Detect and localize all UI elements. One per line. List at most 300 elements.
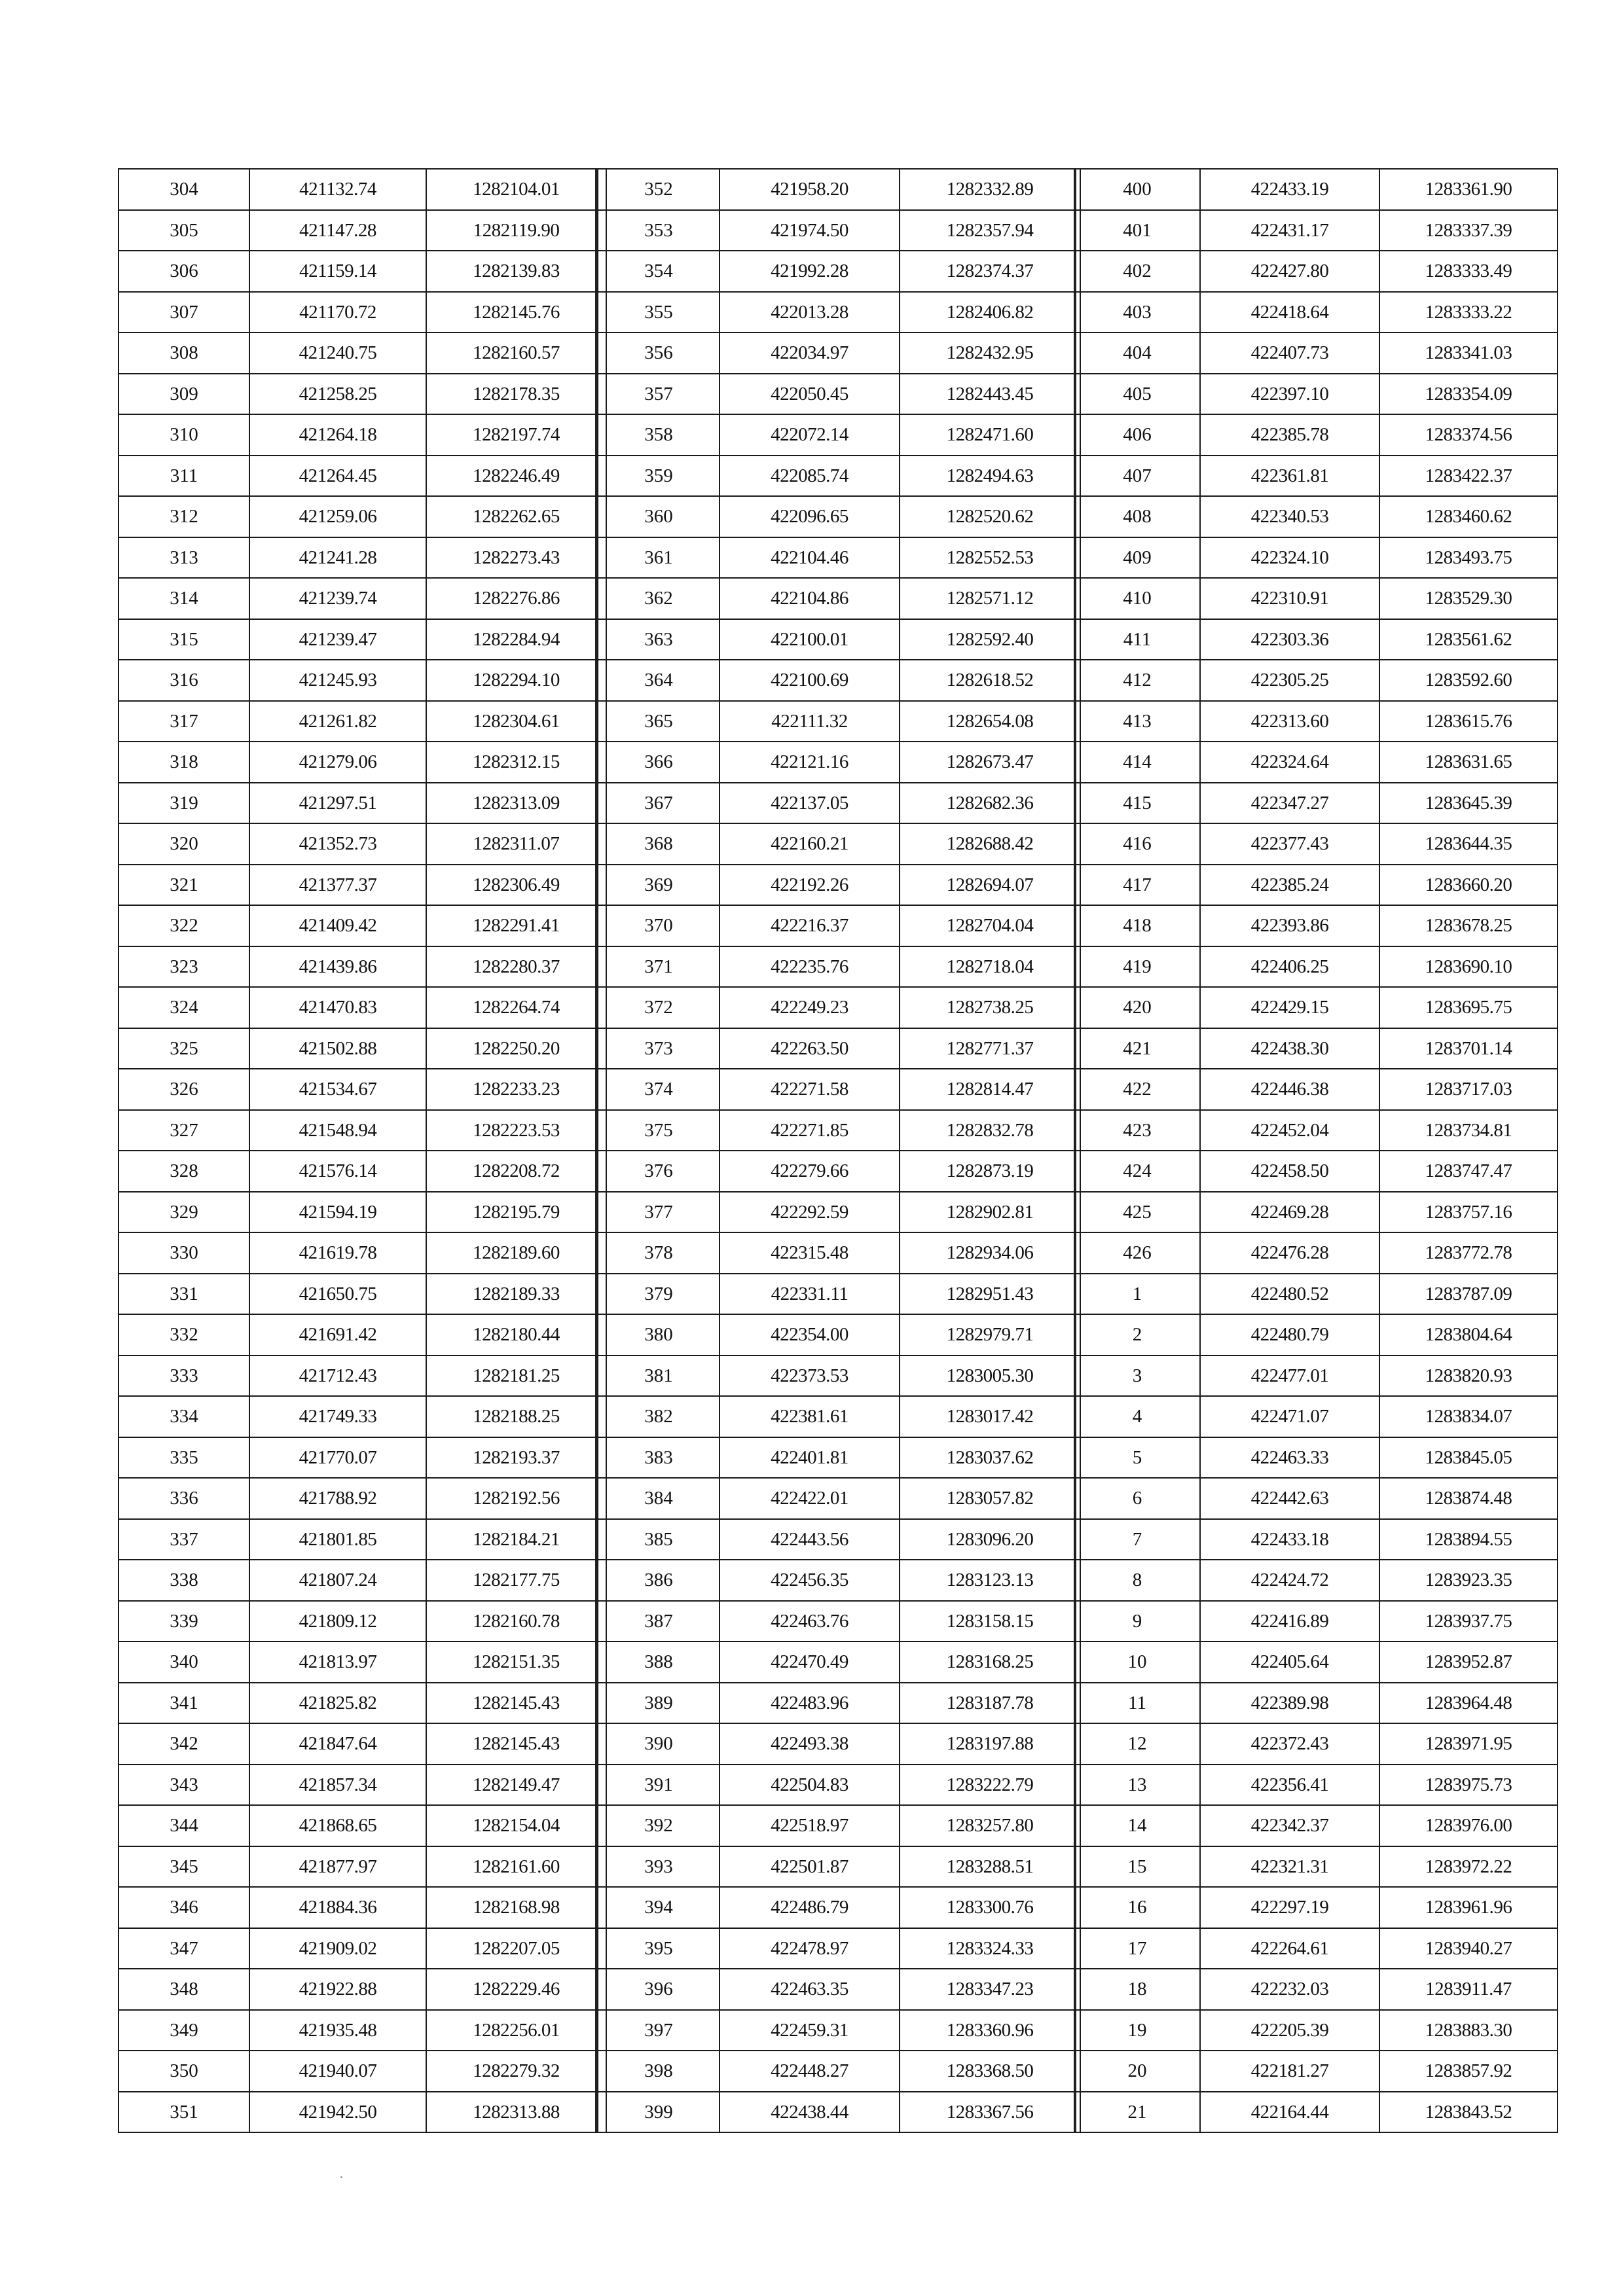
y-coordinate-cell: 1283883.30 [1379,2010,1558,2051]
table-row [1074,1683,1558,1724]
table-row [1074,537,1558,579]
x-coordinate-cell: 421877.97 [249,1846,426,1888]
table-row [119,1723,606,1765]
table-row [598,1928,1080,1969]
y-coordinate-cell: 1283923.35 [1379,1560,1558,1601]
x-coordinate-cell: 422303.36 [1200,619,1379,660]
x-coordinate-cell: 422324.10 [1200,537,1379,579]
y-coordinate-cell: 1283660.20 [1379,865,1558,906]
x-coordinate-cell: 422100.01 [720,619,900,660]
point-number-cell: 20 [1074,2051,1200,2092]
x-coordinate-cell: 422137.05 [720,783,900,824]
x-coordinate-cell: 422480.52 [1200,1274,1379,1315]
y-coordinate-cell: 1283701.14 [1379,1028,1558,1069]
x-coordinate-cell: 422340.53 [1200,496,1379,537]
y-coordinate-cell: 1283354.09 [1379,374,1558,415]
y-coordinate-cell: 1282682.36 [900,783,1080,824]
x-coordinate-cell: 422121.16 [720,742,900,783]
table-row [598,1314,1080,1355]
x-coordinate-cell: 421240.75 [249,332,426,374]
point-number-cell: 14 [1074,1805,1200,1846]
table-row [119,946,606,988]
y-coordinate-cell: 1282374.37 [900,251,1080,292]
table-row [119,1028,606,1069]
y-coordinate-cell: 1283787.09 [1379,1274,1558,1315]
table-row [598,414,1080,456]
table-row [598,946,1080,988]
point-number-cell: 6 [1074,1478,1200,1519]
x-coordinate-cell: 422381.61 [720,1396,900,1437]
x-coordinate-cell: 421241.28 [249,537,426,579]
point-number-cell: 328 [119,1151,249,1192]
point-number-cell: 387 [598,1601,720,1642]
y-coordinate-cell: 1283976.00 [1379,1805,1558,1846]
y-coordinate-cell: 1282294.10 [426,660,606,701]
x-coordinate-cell: 422389.98 [1200,1683,1379,1724]
table-row [119,1928,606,1969]
x-coordinate-cell: 421825.82 [249,1683,426,1724]
point-number-cell: 21 [1074,2092,1200,2133]
y-coordinate-cell: 1283695.75 [1379,987,1558,1028]
y-coordinate-cell: 1282184.21 [426,1519,606,1560]
table-row [598,1028,1080,1069]
x-coordinate-cell: 422271.58 [720,1069,900,1110]
x-coordinate-cell: 421352.73 [249,823,426,865]
x-coordinate-cell: 421868.65 [249,1805,426,1846]
point-number-cell: 395 [598,1928,720,1969]
table-row [119,1765,606,1806]
point-number-cell: 406 [1074,414,1200,456]
table-row [119,2051,606,2092]
y-coordinate-cell: 1282276.86 [426,578,606,619]
table-row [119,1683,606,1724]
y-coordinate-cell: 1283096.20 [900,1519,1080,1560]
point-number-cell: 338 [119,1560,249,1601]
table-row [598,905,1080,946]
point-number-cell: 381 [598,1355,720,1397]
table-row [598,1641,1080,1683]
x-coordinate-cell: 422483.96 [720,1683,900,1724]
x-coordinate-cell: 421650.75 [249,1274,426,1315]
x-coordinate-cell: 421788.92 [249,1478,426,1519]
point-number-cell: 337 [119,1519,249,1560]
y-coordinate-cell: 1283493.75 [1379,537,1558,579]
x-coordinate-cell: 422446.38 [1200,1069,1379,1110]
table-row [598,169,1080,210]
x-coordinate-cell: 422271.85 [720,1110,900,1151]
point-number-cell: 2 [1074,1314,1200,1355]
table-row [598,1069,1080,1110]
x-coordinate-cell: 421691.42 [249,1314,426,1355]
point-number-cell: 330 [119,1232,249,1274]
point-number-cell: 326 [119,1069,249,1110]
table-row [1074,1110,1558,1151]
table-row [598,1396,1080,1437]
table-row [1074,742,1558,783]
x-coordinate-cell: 422377.43 [1200,823,1379,865]
x-coordinate-cell: 422342.37 [1200,1805,1379,1846]
table-row [1074,1641,1558,1683]
x-coordinate-cell: 422232.03 [1200,1969,1379,2010]
x-coordinate-cell: 422405.64 [1200,1641,1379,1683]
x-coordinate-cell: 421502.88 [249,1028,426,1069]
table-row [1074,332,1558,374]
x-coordinate-cell: 422401.81 [720,1437,900,1479]
table-row [119,537,606,579]
x-coordinate-cell: 422433.18 [1200,1519,1379,1560]
y-coordinate-cell: 1282161.60 [426,1846,606,1888]
x-coordinate-cell: 422181.27 [1200,2051,1379,2092]
table-row [598,1683,1080,1724]
table-row [119,414,606,456]
point-number-cell: 412 [1074,660,1200,701]
point-number-cell: 369 [598,865,720,906]
point-number-cell: 332 [119,1314,249,1355]
x-coordinate-cell: 422397.10 [1200,374,1379,415]
table-row [119,987,606,1028]
point-number-cell: 367 [598,783,720,824]
x-coordinate-cell: 422501.87 [720,1846,900,1888]
x-coordinate-cell: 421847.64 [249,1723,426,1765]
y-coordinate-cell: 1282571.12 [900,578,1080,619]
point-number-cell: 379 [598,1274,720,1315]
y-coordinate-cell: 1283288.51 [900,1846,1080,1888]
table-row [1074,1478,1558,1519]
point-number-cell: 3 [1074,1355,1200,1397]
table-row [598,619,1080,660]
point-number-cell: 4 [1074,1396,1200,1437]
table-row [1074,1723,1558,1765]
table-row [1074,660,1558,701]
point-number-cell: 324 [119,987,249,1028]
x-coordinate-cell: 422205.39 [1200,2010,1379,2051]
point-number-cell: 364 [598,660,720,701]
y-coordinate-cell: 1282145.43 [426,1683,606,1724]
point-number-cell: 413 [1074,701,1200,742]
y-coordinate-cell: 1283845.05 [1379,1437,1558,1479]
point-number-cell: 393 [598,1846,720,1888]
y-coordinate-cell: 1282181.25 [426,1355,606,1397]
table-row [1074,1396,1558,1437]
y-coordinate-cell: 1283615.76 [1379,701,1558,742]
x-coordinate-cell: 422372.43 [1200,1723,1379,1765]
point-number-cell: 341 [119,1683,249,1724]
table-row [1074,1928,1558,1969]
point-number-cell: 311 [119,456,249,497]
point-number-cell: 417 [1074,865,1200,906]
point-number-cell: 313 [119,537,249,579]
table-row [598,742,1080,783]
point-number-cell: 348 [119,1969,249,2010]
table-row [598,537,1080,579]
x-coordinate-cell: 421712.43 [249,1355,426,1397]
x-coordinate-cell: 421619.78 [249,1232,426,1274]
table-row [1074,414,1558,456]
table-row [119,905,606,946]
y-coordinate-cell: 1283367.56 [900,2092,1080,2133]
x-coordinate-cell: 421297.51 [249,783,426,824]
point-number-cell: 421 [1074,1028,1200,1069]
x-coordinate-cell: 421857.34 [249,1765,426,1806]
x-coordinate-cell: 422373.53 [720,1355,900,1397]
y-coordinate-cell: 1282246.49 [426,456,606,497]
point-number-cell: 340 [119,1641,249,1683]
x-coordinate-cell: 422249.23 [720,987,900,1028]
y-coordinate-cell: 1282256.01 [426,2010,606,2051]
point-number-cell: 424 [1074,1151,1200,1192]
x-coordinate-cell: 421259.06 [249,496,426,537]
y-coordinate-cell: 1282145.43 [426,1723,606,1765]
table-row [598,1765,1080,1806]
x-coordinate-cell: 422104.46 [720,537,900,579]
x-coordinate-cell: 422192.26 [720,865,900,906]
point-number-cell: 362 [598,578,720,619]
point-number-cell: 365 [598,701,720,742]
point-number-cell: 7 [1074,1519,1200,1560]
point-number-cell: 360 [598,496,720,537]
x-coordinate-cell: 421245.93 [249,660,426,701]
y-coordinate-cell: 1282304.61 [426,701,606,742]
table-row [1074,1232,1558,1274]
point-number-cell: 349 [119,2010,249,2051]
x-coordinate-cell: 422111.32 [720,701,900,742]
point-number-cell: 351 [119,2092,249,2133]
y-coordinate-cell: 1283964.48 [1379,1683,1558,1724]
y-coordinate-cell: 1283333.22 [1379,292,1558,333]
table-row [598,2010,1080,2051]
table-row [119,1151,606,1192]
x-coordinate-cell: 421239.47 [249,619,426,660]
point-number-cell: 12 [1074,1723,1200,1765]
table-row [598,823,1080,865]
table-row [119,1110,606,1151]
point-number-cell: 15 [1074,1846,1200,1888]
point-number-cell: 385 [598,1519,720,1560]
point-number-cell: 401 [1074,210,1200,251]
point-number-cell: 321 [119,865,249,906]
y-coordinate-cell: 1283961.96 [1379,1887,1558,1928]
y-coordinate-cell: 1283168.25 [900,1641,1080,1683]
table-row [1074,1765,1558,1806]
y-coordinate-cell: 1282306.49 [426,865,606,906]
table-row [119,1437,606,1479]
x-coordinate-cell: 422470.49 [720,1641,900,1683]
point-number-cell: 317 [119,701,249,742]
table-row [119,332,606,374]
y-coordinate-cell: 1282688.42 [900,823,1080,865]
table-row [1074,619,1558,660]
point-number-cell: 397 [598,2010,720,2051]
y-coordinate-cell: 1283820.93 [1379,1355,1558,1397]
point-number-cell: 363 [598,619,720,660]
scan-speck [340,2176,342,2178]
table-row [1074,987,1558,1028]
table-row [119,742,606,783]
y-coordinate-cell: 1283772.78 [1379,1232,1558,1274]
y-coordinate-cell: 1282149.47 [426,1765,606,1806]
y-coordinate-cell: 1282357.94 [900,210,1080,251]
point-number-cell: 396 [598,1969,720,2010]
point-number-cell: 376 [598,1151,720,1192]
x-coordinate-cell: 421809.12 [249,1601,426,1642]
table-row [119,169,606,210]
x-coordinate-cell: 421594.19 [249,1192,426,1233]
table-row [119,1887,606,1928]
point-number-cell: 415 [1074,783,1200,824]
point-number-cell: 361 [598,537,720,579]
point-number-cell: 392 [598,1805,720,1846]
y-coordinate-cell: 1282207.05 [426,1928,606,1969]
x-coordinate-cell: 422456.35 [720,1560,900,1601]
table-row [1074,701,1558,742]
point-number-cell: 411 [1074,619,1200,660]
x-coordinate-cell: 422216.37 [720,905,900,946]
y-coordinate-cell: 1282104.01 [426,169,606,210]
table-row [119,1232,606,1274]
x-coordinate-cell: 421548.94 [249,1110,426,1151]
y-coordinate-cell: 1282312.15 [426,742,606,783]
table-row [119,783,606,824]
table-row [598,251,1080,292]
table-row [598,1887,1080,1928]
point-number-cell: 16 [1074,1887,1200,1928]
y-coordinate-cell: 1283360.96 [900,2010,1080,2051]
table-row [119,619,606,660]
x-coordinate-cell: 422164.44 [1200,2092,1379,2133]
x-coordinate-cell: 422469.28 [1200,1192,1379,1233]
x-coordinate-cell: 421576.14 [249,1151,426,1192]
y-coordinate-cell: 1282223.53 [426,1110,606,1151]
point-number-cell: 377 [598,1192,720,1233]
point-number-cell: 403 [1074,292,1200,333]
point-number-cell: 322 [119,905,249,946]
y-coordinate-cell: 1283644.35 [1379,823,1558,865]
y-coordinate-cell: 1283017.42 [900,1396,1080,1437]
x-coordinate-cell: 422305.25 [1200,660,1379,701]
x-coordinate-cell: 422315.48 [720,1232,900,1274]
point-number-cell: 312 [119,496,249,537]
table-row [598,1560,1080,1601]
y-coordinate-cell: 1282264.74 [426,987,606,1028]
point-number-cell: 356 [598,332,720,374]
point-number-cell: 315 [119,619,249,660]
y-coordinate-cell: 1282673.47 [900,742,1080,783]
point-number-cell: 410 [1074,578,1200,619]
y-coordinate-cell: 1282313.88 [426,2092,606,2133]
x-coordinate-cell: 421974.50 [720,210,900,251]
x-coordinate-cell: 422504.83 [720,1765,900,1806]
point-number-cell: 319 [119,783,249,824]
y-coordinate-cell: 1282229.46 [426,1969,606,2010]
table-row [1074,1437,1558,1479]
y-coordinate-cell: 1283747.47 [1379,1151,1558,1192]
table-row [1074,374,1558,415]
table-row [598,1151,1080,1192]
x-coordinate-cell: 421409.42 [249,905,426,946]
point-number-cell: 10 [1074,1641,1200,1683]
point-number-cell: 353 [598,210,720,251]
x-coordinate-cell: 422347.27 [1200,783,1379,824]
x-coordinate-cell: 421470.83 [249,987,426,1028]
x-coordinate-cell: 422422.01 [720,1478,900,1519]
y-coordinate-cell: 1282979.71 [900,1314,1080,1355]
y-coordinate-cell: 1283057.82 [900,1478,1080,1519]
point-number-cell: 405 [1074,374,1200,415]
y-coordinate-cell: 1283197.88 [900,1723,1080,1765]
y-coordinate-cell: 1282618.52 [900,660,1080,701]
table-row [119,496,606,537]
table-row [1074,1355,1558,1397]
x-coordinate-cell: 422321.31 [1200,1846,1379,1888]
table-row [598,1437,1080,1479]
x-coordinate-cell: 422416.89 [1200,1601,1379,1642]
x-coordinate-cell: 422486.79 [720,1887,900,1928]
x-coordinate-cell: 422361.81 [1200,456,1379,497]
table-row [1074,292,1558,333]
y-coordinate-cell: 1283158.15 [900,1601,1080,1642]
coordinate-table-block-1 [118,168,607,2133]
x-coordinate-cell: 422480.79 [1200,1314,1379,1355]
table-row [1074,1151,1558,1192]
y-coordinate-cell: 1283690.10 [1379,946,1558,988]
x-coordinate-cell: 421439.86 [249,946,426,988]
y-coordinate-cell: 1282208.72 [426,1151,606,1192]
x-coordinate-cell: 421534.67 [249,1069,426,1110]
y-coordinate-cell: 1282178.35 [426,374,606,415]
x-coordinate-cell: 421132.74 [249,169,426,210]
point-number-cell: 327 [119,1110,249,1151]
x-coordinate-cell: 422433.19 [1200,169,1379,210]
x-coordinate-cell: 422393.86 [1200,905,1379,946]
table-row [1074,1192,1558,1233]
x-coordinate-cell: 422438.44 [720,2092,900,2133]
x-coordinate-cell: 422458.50 [1200,1151,1379,1192]
table-row [1074,1887,1558,1928]
table-row [119,1069,606,1110]
point-number-cell: 409 [1074,537,1200,579]
table-row [119,701,606,742]
point-number-cell: 320 [119,823,249,865]
x-coordinate-cell: 422385.78 [1200,414,1379,456]
point-number-cell: 305 [119,210,249,251]
coordinate-table-block-2 [597,168,1081,2133]
table-row [119,1519,606,1560]
y-coordinate-cell: 1283911.47 [1379,1969,1558,2010]
table-row [598,987,1080,1028]
x-coordinate-cell: 421909.02 [249,1928,426,1969]
y-coordinate-cell: 1282284.94 [426,619,606,660]
point-number-cell: 391 [598,1765,720,1806]
y-coordinate-cell: 1283222.79 [900,1765,1080,1806]
point-number-cell: 422 [1074,1069,1200,1110]
y-coordinate-cell: 1282552.53 [900,537,1080,579]
x-coordinate-cell: 422429.15 [1200,987,1379,1028]
point-number-cell: 375 [598,1110,720,1151]
x-coordinate-cell: 422493.38 [720,1723,900,1765]
y-coordinate-cell: 1283834.07 [1379,1396,1558,1437]
y-coordinate-cell: 1282873.19 [900,1151,1080,1192]
y-coordinate-cell: 1282332.89 [900,169,1080,210]
point-number-cell: 355 [598,292,720,333]
point-number-cell: 394 [598,1887,720,1928]
table-row [1074,1314,1558,1355]
point-number-cell: 339 [119,1601,249,1642]
point-number-cell: 307 [119,292,249,333]
point-number-cell: 426 [1074,1232,1200,1274]
y-coordinate-cell: 1282151.35 [426,1641,606,1683]
point-number-cell: 11 [1074,1683,1200,1724]
x-coordinate-cell: 422452.04 [1200,1110,1379,1151]
